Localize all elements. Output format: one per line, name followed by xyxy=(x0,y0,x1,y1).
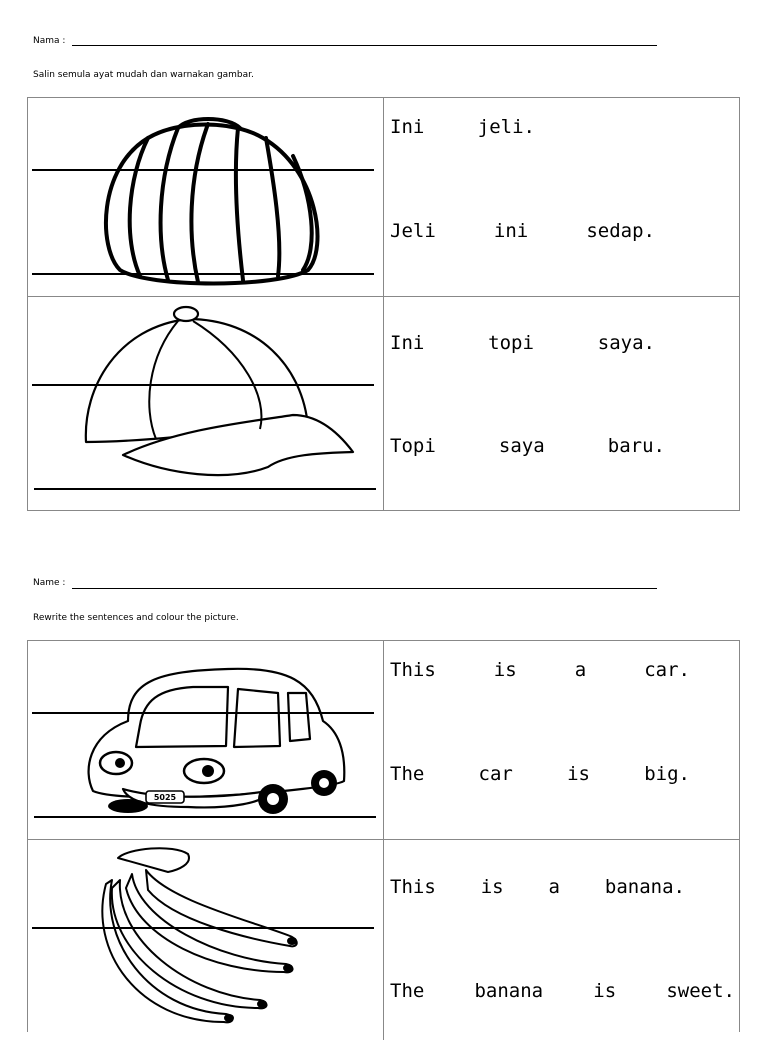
word: car xyxy=(478,763,513,785)
worksheet-table-2 xyxy=(27,640,740,1032)
word: The xyxy=(390,763,425,785)
name-writing-line[interactable] xyxy=(72,45,657,46)
sentence-2 xyxy=(390,763,735,785)
word: This xyxy=(390,876,436,898)
name-writing-line[interactable] xyxy=(72,588,657,589)
word: jeli. xyxy=(477,116,535,138)
word: is xyxy=(480,876,504,898)
word: Jeli xyxy=(390,220,436,242)
word: sedap. xyxy=(586,220,655,242)
word: ini xyxy=(493,220,529,242)
word: saya xyxy=(498,435,545,457)
cap-illustration[interactable] xyxy=(28,297,384,510)
sentence-2 xyxy=(390,980,735,1002)
picture-cell xyxy=(28,98,384,296)
license-plate-text: 5025 xyxy=(153,793,177,802)
worksheet-row-banana xyxy=(28,840,739,1040)
banana-illustration[interactable] xyxy=(28,840,384,1040)
sentence-1 xyxy=(390,116,735,138)
picture-cell xyxy=(28,641,384,839)
word: Ini xyxy=(390,332,425,354)
word: Topi xyxy=(390,435,436,457)
word: saya. xyxy=(597,332,655,354)
word: baru. xyxy=(607,435,665,457)
worksheet-row-cap xyxy=(28,297,739,510)
word: The xyxy=(390,980,425,1002)
picture-cell xyxy=(28,297,384,510)
word: Ini xyxy=(390,116,425,138)
word: a xyxy=(548,876,560,898)
sentence-2 xyxy=(390,220,735,242)
worksheet-row-car xyxy=(28,641,739,840)
word: is xyxy=(493,659,517,681)
instruction-text: Salin semula ayat mudah dan warnakan gambar. xyxy=(33,70,254,80)
word: banana xyxy=(474,980,544,1002)
picture-cell xyxy=(28,840,384,1040)
jelly-illustration[interactable] xyxy=(28,98,384,297)
word: is xyxy=(567,763,590,785)
sentence-2 xyxy=(390,435,735,457)
word: is xyxy=(593,980,617,1002)
worksheet-table-1 xyxy=(27,97,740,511)
word: This xyxy=(390,659,436,681)
instruction-text: Rewrite the sentences and colour the picture. xyxy=(33,613,239,623)
worksheet-row-jelly xyxy=(28,98,739,297)
word: car. xyxy=(644,659,690,681)
word: big. xyxy=(644,763,690,785)
name-label: Name : xyxy=(33,578,66,588)
car-illustration[interactable] xyxy=(28,641,384,840)
name-label: Nama : xyxy=(33,36,66,46)
word: a xyxy=(574,659,587,681)
word: topi xyxy=(488,332,534,354)
sentence-1 xyxy=(390,659,735,681)
word: sweet. xyxy=(666,980,735,1002)
sentence-1 xyxy=(390,876,735,898)
word: banana. xyxy=(604,876,685,898)
sentence-1 xyxy=(390,332,735,354)
